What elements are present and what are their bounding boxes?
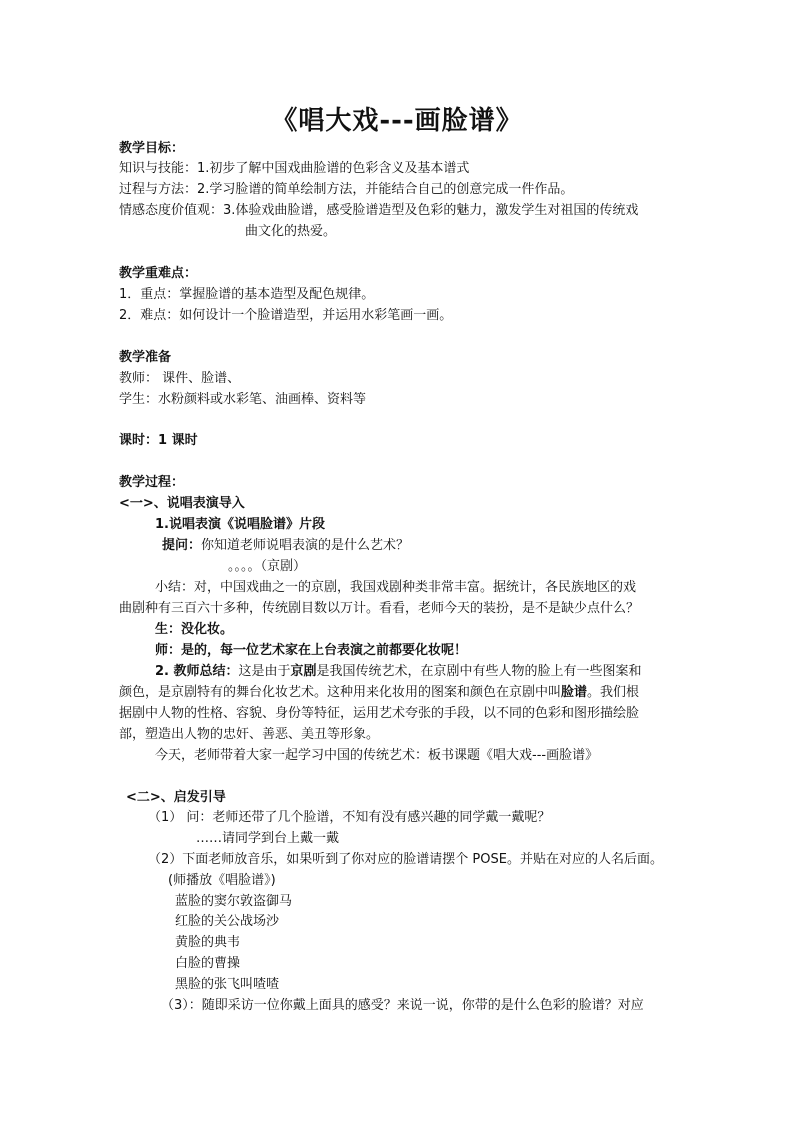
face-item: 红脸的关公战场沙 bbox=[175, 914, 280, 929]
teacher-summary-line-2 bbox=[119, 683, 639, 703]
face-item: 白脸的曹操 bbox=[175, 956, 241, 971]
teacher-summary-line-3: 据剧中人物的性格、容貌、身份等特征，运用艺术夸张的手段，以不同的色彩和图形描绘脸 bbox=[119, 706, 640, 721]
teacher-summary-label: 2. 教师总结： bbox=[155, 664, 239, 679]
key-points-heading: 教学重难点： bbox=[119, 266, 198, 281]
face-item: 黑脸的张飞叫喳喳 bbox=[175, 977, 280, 992]
question-line bbox=[162, 536, 409, 556]
objective-knowledge-text: 1.初步了解中国戏曲脸谱的色彩含义及基本谱式 bbox=[197, 161, 470, 176]
section-2-item-1b: ……请同学到台上戴一戴 bbox=[196, 831, 340, 846]
objective-emotion bbox=[119, 201, 638, 221]
summary-line-2: 曲剧种有三百六十多种，传统剧目数以万计。看看，老师今天的装扮，是不是缺少点什么？ bbox=[119, 601, 640, 616]
face-item: 蓝脸的窦尔敦盗御马 bbox=[175, 894, 293, 909]
process-heading: 教学过程： bbox=[119, 475, 185, 490]
objective-emotion-text-1: 3.体验戏曲脸谱，感受脸谱造型及色彩的魅力，激发学生对祖国的传统戏 bbox=[223, 203, 639, 218]
objectives-heading: 教学目标： bbox=[119, 141, 185, 156]
summary-line-1: 小结：对，中国戏曲之一的京剧，我国戏剧种类非常丰富。据统计，各民族地区的戏 bbox=[155, 580, 637, 595]
objective-knowledge-label: 知识与技能： bbox=[119, 161, 198, 176]
question-text: 你知道老师说唱表演的是什么艺术？ bbox=[201, 538, 410, 553]
objective-process-label: 过程与方法： bbox=[119, 182, 198, 197]
teacher-line: 师：是的，每一位艺术家在上台表演之前都要化妆呢！ bbox=[155, 643, 468, 658]
section-2-item-2: （2）下面老师放音乐，如果听到了你对应的脸谱请摆个 POSE。并贴在对应的人名后面。 bbox=[148, 852, 663, 867]
preparation-student: 学生：水粉颜料或水彩笔、油画棒、资料等 bbox=[119, 392, 367, 407]
class-hours: 课时：1 课时 bbox=[119, 433, 198, 448]
section-2-item-1: （1） 问：老师还带了几个脸谱，不知有没有感兴趣的同学戴一戴呢？ bbox=[148, 810, 551, 825]
teacher-summary-bold-lianpu: 脸谱 bbox=[561, 685, 588, 700]
preparation-heading: 教学准备 bbox=[119, 350, 172, 365]
key-point-2: 2．难点：如何设计一个脸谱造型，并运用水彩笔画一画。 bbox=[119, 308, 453, 323]
teacher-summary-line-2-c: 。我们根 bbox=[587, 685, 640, 700]
document-title: 《唱大戏---画脸谱》 bbox=[271, 106, 523, 136]
teacher-summary-line-2-a: 颜色，是京剧特有的舞台化妆艺术。这种用来化妆用的图案和颜色在京剧中叫 bbox=[119, 685, 562, 700]
teacher-summary-bold-jingju: 京剧 bbox=[290, 664, 317, 679]
objective-emotion-label: 情感态度价值观： bbox=[119, 203, 224, 218]
teacher-summary-text-c: 是我国传统艺术，在京剧中有些人物的脸上有一些图案和 bbox=[316, 664, 642, 679]
teacher-summary-text-a: 这是由于 bbox=[238, 664, 291, 679]
teacher-summary-line-4: 部，塑造出人物的忠奸、善恶、美丑等形象。 bbox=[119, 727, 380, 742]
section-1-heading: <一>、说唱表演导入 bbox=[119, 496, 245, 511]
section-2-item-2b: (师播放《唱脸谱》) bbox=[168, 873, 276, 888]
objective-process-text: 2.学习脸谱的简单绘制方法，并能结合自己的创意完成一件作品。 bbox=[197, 182, 574, 197]
section-2-item-3: （3）：随即采访一位你戴上面具的感受？来说一说，你带的是什么色彩的脸谱？对应 bbox=[161, 998, 644, 1013]
face-item: 黄脸的典韦 bbox=[175, 935, 241, 950]
section-2-heading: <二>、启发引导 bbox=[126, 790, 226, 805]
objective-process bbox=[119, 180, 573, 200]
key-point-1: 1．重点：掌握脸谱的基本造型及配色规律。 bbox=[119, 287, 375, 302]
answer-line: 。。。。（京剧） bbox=[228, 559, 307, 574]
student-line: 生：没化妆。 bbox=[155, 622, 234, 637]
today-line: 今天，老师带着大家一起学习中国的传统艺术：板书课题《唱大戏---画脸谱》 bbox=[155, 748, 599, 763]
question-label: 提问： bbox=[162, 538, 202, 553]
objective-emotion-text-2: 曲文化的热爱。 bbox=[245, 224, 337, 239]
section-1-sub-1: 1.说唱表演《说唱脸谱》片段 bbox=[155, 517, 325, 532]
objective-knowledge bbox=[119, 159, 469, 179]
teacher-summary-line-1 bbox=[155, 662, 642, 682]
preparation-teacher: 教师： 课件、脸谱、 bbox=[119, 371, 241, 386]
